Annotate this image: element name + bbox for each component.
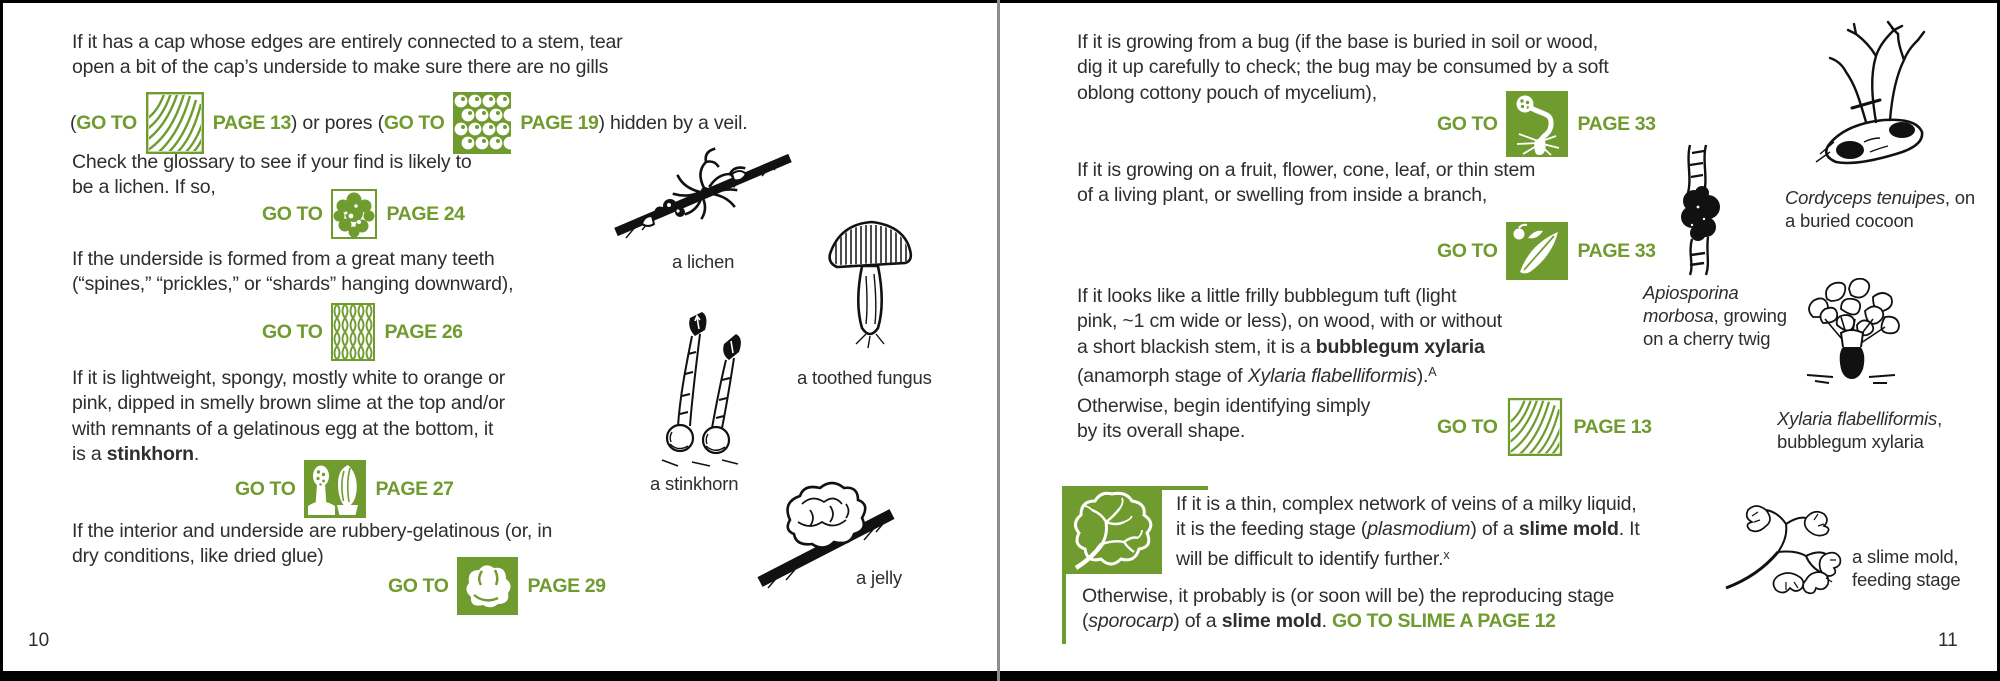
- gills-icon: [1506, 398, 1564, 456]
- goto-row-stinkhorn[interactable]: [235, 459, 454, 519]
- goto-label: GO TO: [388, 574, 449, 597]
- goto-row-teeth[interactable]: [262, 302, 463, 362]
- page-ref: PAGE 24: [386, 202, 465, 225]
- goto-row-plant[interactable]: [1437, 220, 1656, 282]
- slime-otherwise-paragraph: Otherwise, it probably is (or soon will be) the reproducing stage (sporocarp) of a slime mold. GO TO SLIME A PAGE 12: [1082, 585, 1615, 633]
- left-paragraph-jelly: If the interior and underside are rubbery-gelatinous (or, in dry conditions, like dried glue): [72, 520, 553, 568]
- caption-lichen: a lichen: [672, 251, 735, 272]
- slime-bracket-top: [1162, 486, 1208, 490]
- stinkhorn-illustration: [648, 310, 763, 472]
- slime-mold-icon: [1062, 486, 1162, 574]
- page-ref: PAGE 19: [520, 111, 599, 134]
- page-number-right: 11: [1938, 630, 1958, 651]
- goto-label: GO TO: [262, 202, 323, 225]
- page-ref: PAGE 33: [1577, 112, 1656, 135]
- cordyceps-icon: [1506, 91, 1568, 157]
- slime-mold-illustration: [1722, 488, 1852, 608]
- connector-text: ) or pores (: [290, 111, 384, 134]
- goto-label: GO TO: [383, 111, 445, 134]
- goto-row-lichen[interactable]: [262, 188, 465, 240]
- caption-stinkhorn: a stinkhorn: [650, 473, 739, 494]
- frame-top: [0, 0, 2000, 3]
- plant-icon: [1506, 222, 1568, 280]
- page-ref: PAGE 27: [375, 477, 454, 500]
- goto-row-shapes[interactable]: [1437, 396, 1652, 458]
- left-paragraph-stinkhorn: If it is lightweight, spongy, mostly white to orange or pink, dipped in smelly brown slime at the top and/or with remnants of a gelatinous egg at the bottom, it is a stinkhorn.: [72, 367, 506, 465]
- caption-cordyceps: Cordyceps tenuipes, on a buried cocoon: [1785, 187, 1975, 231]
- goto-label: GO TO: [1437, 415, 1498, 438]
- goto-label: GO TO: [235, 477, 296, 500]
- page-ref: PAGE 13: [212, 111, 291, 134]
- paren-open: (: [70, 111, 77, 134]
- left-paragraph-cap: If it has a cap whose edges are entirely connected to a stem, tear open a bit of the cap’s underside to make sure there are no gills: [72, 31, 623, 79]
- connector-text: ) hidden by a veil.: [598, 111, 748, 134]
- caption-jelly: a jelly: [856, 567, 902, 588]
- caption-toothed-fungus: a toothed fungus: [797, 367, 932, 388]
- toothed-fungus-illustration: [822, 216, 917, 350]
- caption-xylaria: Xylaria flabelliformis, bubblegum xylaria: [1777, 408, 1943, 452]
- goto-label: GO TO: [1437, 239, 1498, 262]
- goto-label: GO TO: [76, 111, 137, 134]
- page-ref: PAGE 13: [1573, 415, 1652, 438]
- page-number-left: 10: [28, 630, 50, 651]
- frame-bottom: [0, 671, 2000, 681]
- xylaria-illustration: [1785, 273, 1915, 403]
- jelly-icon: [457, 557, 518, 615]
- right-paragraph-otherwise-shape: Otherwise, begin identifying simply by its overall shape.: [1077, 395, 1371, 443]
- goto-label: GO TO: [262, 320, 323, 343]
- cordyceps-illustration: [1800, 18, 1945, 183]
- right-paragraph-plant: If it is growing on a fruit, flower, cone, leaf, or thin stem of a living plant, or swelling from inside a branch,: [1077, 159, 1536, 207]
- goto-row-cordyceps[interactable]: [1437, 90, 1656, 158]
- apiosporina-illustration: [1650, 143, 1745, 277]
- gills-icon: [146, 92, 204, 154]
- lichen-icon: [331, 189, 377, 239]
- teeth-icon: [331, 303, 375, 361]
- slime-mold-paragraph: If it is a thin, complex network of veins of a milky liquid, it is the feeding stage (plasmodium) of a slime mold. It will be difficult to identify further.$^x$: [1176, 493, 1640, 570]
- frame-left: [0, 0, 3, 681]
- goto-slime-link[interactable]: GO TO SLIME A PAGE 12: [1332, 610, 1556, 633]
- goto-label: GO TO: [1437, 112, 1498, 135]
- right-paragraph-bug: If it is growing from a bug (if the base is buried in soil or wood, dig it up carefully to check; the bug may be consumed by a soft oblong cottony pouch of mycelium),: [1077, 31, 1609, 104]
- slime-bracket-left: [1062, 572, 1066, 644]
- stinkhorn-icon: [304, 460, 366, 518]
- pores-icon: [453, 92, 511, 154]
- page-ref: PAGE 29: [527, 574, 606, 597]
- page-divider: [997, 0, 1000, 681]
- goto-row-jelly[interactable]: [388, 556, 606, 616]
- left-paragraph-teeth: If the underside is formed from a great many teeth (“spines,” “prickles,” or “shards” hanging downward),: [72, 248, 514, 296]
- left-paragraph-glossary: Check the glossary to see if your find is likely to be a lichen. If so,: [72, 151, 472, 199]
- caption-apiosporina: Apiosporina morbosa, growing on a cherry twig: [1643, 282, 1787, 349]
- lichen-illustration: [612, 130, 797, 250]
- page-ref: PAGE 26: [384, 320, 463, 343]
- right-paragraph-bubblegum: If it looks like a little frilly bubblegum tuft (light pink, ~1 cm wide or less), on wood, with or without a short blackish stem, it is a bubblegum xylaria (anamorph stage of Xylaria flabelliformis).$^A$: [1077, 285, 1502, 387]
- caption-slime-mold: a slime mold, feeding stage: [1852, 546, 1961, 590]
- page-ref: PAGE 33: [1577, 239, 1656, 262]
